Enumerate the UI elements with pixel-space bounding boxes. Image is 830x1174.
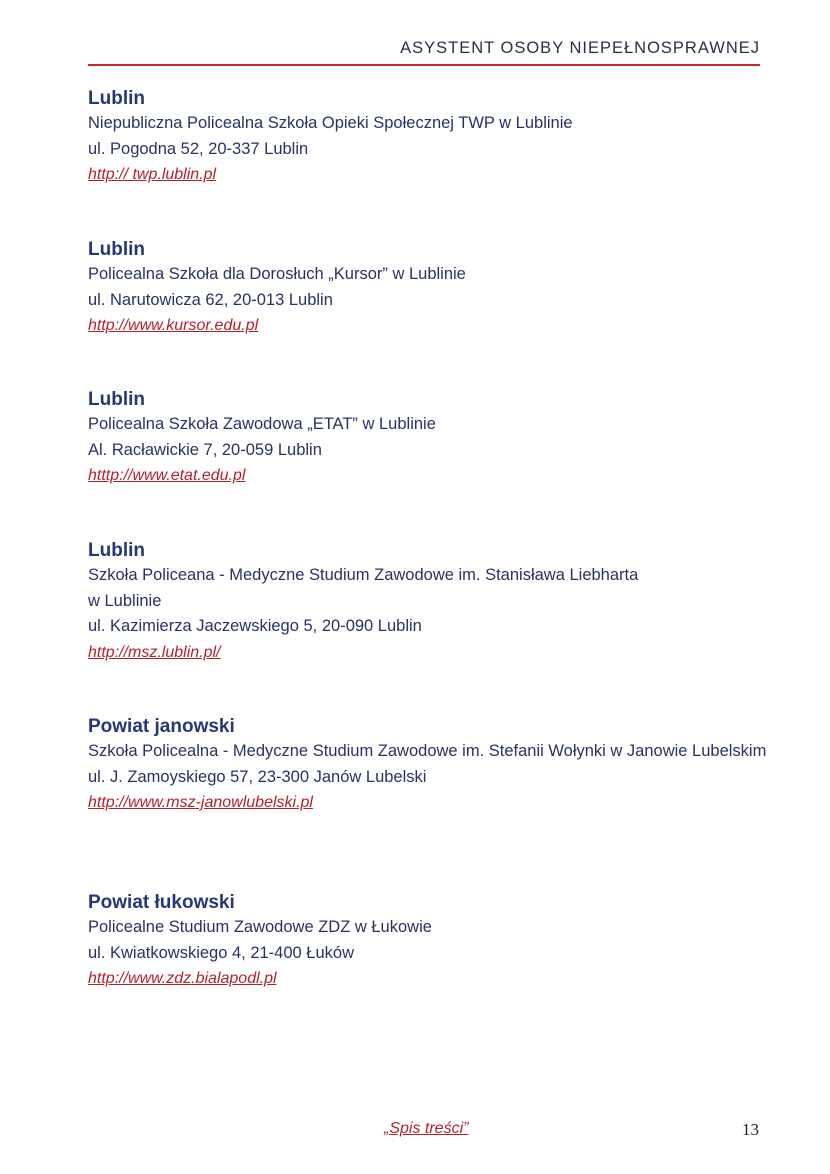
header-rule [88, 64, 760, 66]
school-name: Policealne Studium Zawodowe ZDZ w Łukowie [88, 918, 432, 936]
school-address: ul. J. Zamoyskiego 57, 23-300 Janów Lubelski [88, 767, 427, 786]
school-link[interactable]: http://www.zdz.bialapodl.pl [88, 970, 277, 987]
school-entry [88, 387, 788, 488]
region-heading: Powiat janowski [88, 716, 235, 737]
table-of-contents-link[interactable]: „Spis treści” [384, 1120, 469, 1137]
school-name: Niepubliczna Policealna Szkoła Opieki Społecznej TWP w Lublinie [88, 114, 573, 132]
school-entry [88, 538, 788, 665]
school-address: Al. Racławickie 7, 20-059 Lublin [88, 440, 322, 459]
school-address: ul. Pogodna 52, 20-337 Lublin [88, 139, 309, 158]
region-heading: Lublin [88, 239, 145, 260]
region-heading: Lublin [88, 540, 145, 561]
school-address: ul. Narutowicza 62, 20-013 Lublin [88, 290, 333, 309]
school-entry [88, 890, 788, 991]
school-link[interactable]: http://msz.lublin.pl/ [88, 643, 221, 661]
school-link[interactable]: htttp://www.etat.edu.pl [88, 467, 246, 484]
region-heading: Lublin [88, 389, 145, 410]
school-name: Szkoła Policeana - Medyczne Studium Zawodowe im. Stanisława Liebharta [88, 566, 639, 584]
page-number: 13 [742, 1120, 759, 1139]
region-heading: Powiat łukowski [88, 892, 235, 913]
running-header: ASYSTENT OSOBY NIEPEŁNOSPRAWNEJ [400, 39, 760, 57]
school-link[interactable]: http://www.kursor.edu.pl [88, 317, 259, 334]
school-name: Policealna Szkoła dla Dorosłuch „Kursor” w Lublinie [88, 265, 466, 283]
school-link[interactable]: http:// twp.lublin.pl [88, 166, 217, 183]
school-address: ul. Kazimierza Jaczewskiego 5, 20-090 Lublin [88, 617, 422, 635]
region-heading: Lublin [88, 88, 145, 109]
school-entry [88, 237, 788, 338]
school-link[interactable]: http://www.msz-janowlubelski.pl [88, 794, 313, 811]
school-name-cont: w Lublinie [88, 591, 162, 610]
school-name: Policealna Szkoła Zawodowa „ETAT” w Lublinie [88, 415, 436, 433]
school-entry [88, 86, 788, 187]
school-address: ul. Kwiatkowskiego 4, 21-400 Łuków [88, 943, 354, 962]
school-entry [88, 714, 788, 815]
school-name: Szkoła Policealna - Medyczne Studium Zawodowe im. Stefanii Wołynki w Janowie Lubelskim [88, 742, 767, 760]
